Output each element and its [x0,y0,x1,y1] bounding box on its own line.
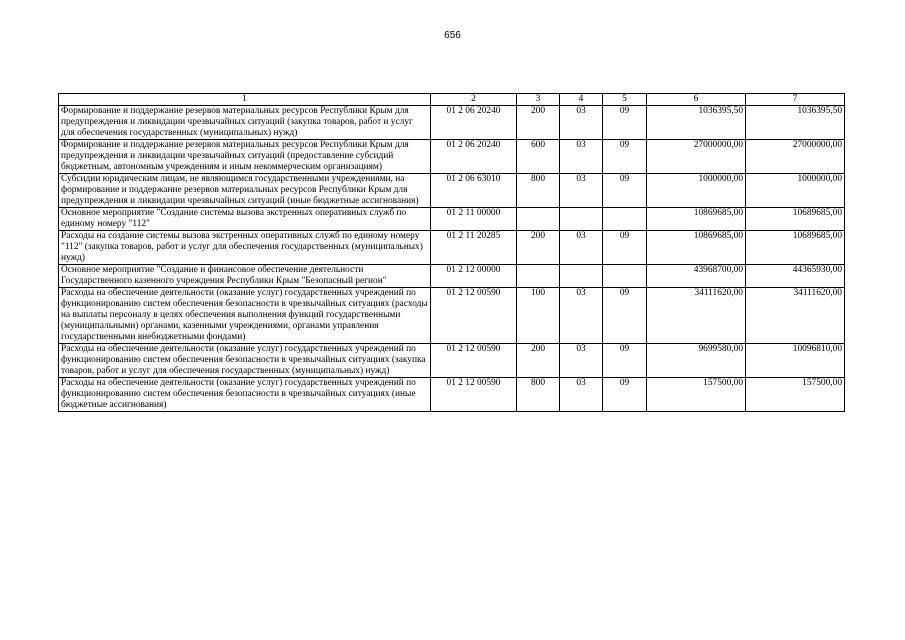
column-header: 2 [431,94,517,106]
row-subsection [603,265,647,288]
row-section [560,208,603,231]
row-amount-1: 157500,00 [647,378,746,412]
row-amount-1: 34111620,00 [647,288,746,344]
table-row [59,106,845,140]
row-amount-2: 157500,00 [746,378,845,412]
table-header-row [59,94,845,106]
row-expense-type: 200 [517,106,560,140]
row-amount-1: 43968700,00 [647,265,746,288]
page-number: 656 [444,30,461,41]
row-code: 01 2 12 00000 [431,265,517,288]
row-section: 03 [560,106,603,140]
row-subsection: 09 [603,106,647,140]
row-amount-1: 10869685,00 [647,231,746,265]
row-name: Формирование и поддержание резервов материальных ресурсов Республики Крым для предупреждения и ликвидации чрезвычайных ситуаций (закупка товаров, работ и услуг для обеспечения государственных (муниципальных) нужд) [59,106,431,140]
column-header: 5 [603,94,647,106]
row-amount-1: 1000000,00 [647,174,746,208]
row-expense-type: 800 [517,378,560,412]
row-section: 03 [560,288,603,344]
row-expense-type: 200 [517,344,560,378]
row-section: 03 [560,140,603,174]
table-row [59,174,845,208]
row-expense-type: 800 [517,174,560,208]
row-amount-2: 10689685,00 [746,231,845,265]
column-header: 6 [647,94,746,106]
row-expense-type: 200 [517,231,560,265]
row-name: Формирование и поддержание резервов материальных ресурсов Республики Крым для предупреждения и ликвидации чрезвычайных ситуаций (предоставление субсидий бюджетным, автономным учреждениям и иным некоммерческим организациям) [59,140,431,174]
row-subsection: 09 [603,140,647,174]
row-code: 01 2 06 20240 [431,106,517,140]
row-section [560,265,603,288]
row-expense-type [517,265,560,288]
column-header: 7 [746,94,845,106]
row-subsection: 09 [603,344,647,378]
row-name: Расходы на создание системы вызова экстренных оперативных служб по единому номеру "112" (закупка товаров, работ и услуг для обеспечения государственных (муниципальных) нужд) [59,231,431,265]
row-name: Основное мероприятие "Создание системы вызова экстренных оперативных служб по единому номеру "112" [59,208,431,231]
row-expense-type: 600 [517,140,560,174]
row-code: 01 2 12 00590 [431,344,517,378]
row-name: Расходы на обеспечение деятельности (оказание услуг) государственных учреждений по функционированию систем обеспечения безопасности в чрезвычайных ситуациях (закупка товаров, работ и услуг для обеспечения государственных (муниципальных) нужд) [59,344,431,378]
column-header: 4 [560,94,603,106]
row-expense-type [517,208,560,231]
row-amount-1: 1036395,50 [647,106,746,140]
row-section: 03 [560,231,603,265]
row-subsection: 09 [603,288,647,344]
row-amount-1: 10869685,00 [647,208,746,231]
table-row [59,231,845,265]
row-amount-2: 10689685,00 [746,208,845,231]
row-section: 03 [560,344,603,378]
row-name: Расходы на обеспечение деятельности (оказание услуг) государственных учреждений по функционированию систем обеспечения безопасности в чрезвычайных ситуациях (иные бюджетные ассигнования) [59,378,431,412]
row-amount-2: 1036395,50 [746,106,845,140]
row-code: 01 2 12 00590 [431,378,517,412]
row-code: 01 2 06 20240 [431,140,517,174]
row-subsection [603,208,647,231]
row-amount-2: 27000000,00 [746,140,845,174]
row-section: 03 [560,378,603,412]
row-amount-1: 27000000,00 [647,140,746,174]
row-subsection: 09 [603,378,647,412]
column-header: 3 [517,94,560,106]
row-code: 01 2 06 63010 [431,174,517,208]
row-amount-2: 44365930,00 [746,265,845,288]
row-amount-2: 34111620,00 [746,288,845,344]
table-row [59,378,845,412]
table-row [59,344,845,378]
row-name: Расходы на обеспечение деятельности (оказание услуг) государственных учреждений по функционированию систем обеспечения безопасности в чрезвычайных ситуациях (расходы на выплаты персоналу в целях обеспечения выполнения функций государственными (муниципальными) органами, казенными учреждениями, органами управления государственными внебюджетными фондами) [59,288,431,344]
row-section: 03 [560,174,603,208]
budget-table [58,93,845,412]
row-expense-type: 100 [517,288,560,344]
column-header: 1 [59,94,431,106]
table-row [59,208,845,231]
row-amount-2: 10096810,00 [746,344,845,378]
row-name: Основное мероприятие "Создание и финансовое обеспечение деятельности Государственного казенного учреждения Республики Крым "Безопасный регион" [59,265,431,288]
row-amount-1: 9699580,00 [647,344,746,378]
table-row [59,140,845,174]
row-code: 01 2 11 20285 [431,231,517,265]
row-code: 01 2 11 00000 [431,208,517,231]
row-amount-2: 1000000,00 [746,174,845,208]
row-name: Субсидии юридическим лицам, не являющимся государственными учреждениями, на формирование и поддержание резервов материальных ресурсов Республики Крым для предупреждения и ликвидации чрезвычайных ситуаций (иные бюджетные ассигнования) [59,174,431,208]
row-code: 01 2 12 00590 [431,288,517,344]
table-row [59,288,845,344]
table-row [59,265,845,288]
row-subsection: 09 [603,174,647,208]
row-subsection: 09 [603,231,647,265]
